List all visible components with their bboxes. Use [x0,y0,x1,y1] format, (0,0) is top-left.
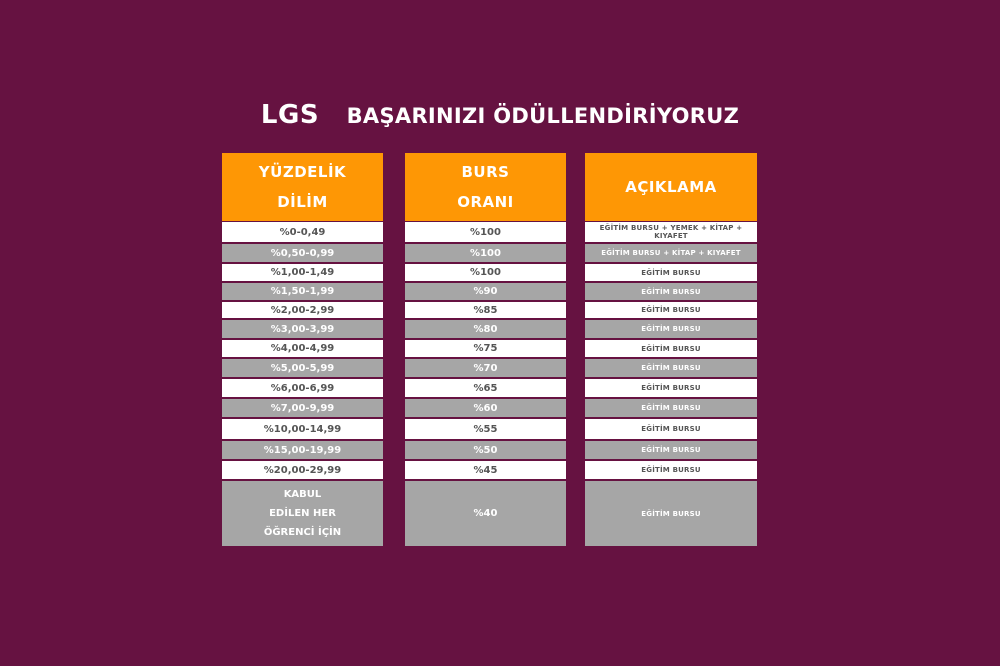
percentile-header [222,153,383,221]
description-cell: EĞİTİM BURSU [585,419,757,441]
description-cell: EĞİTİM BURSU [585,461,757,481]
page-title [0,100,1000,130]
title-lgs: LGS [260,100,320,130]
rate-cell: %100 [405,222,566,244]
percentile-cell: %0-0,49 [222,222,383,244]
description-cell: EĞİTİM BURSU [585,399,757,419]
percentile-cell: %1,50-1,99 [222,283,383,302]
rate-cell: %55 [405,419,566,441]
rate-cell: %50 [405,441,566,461]
rate-cell: %60 [405,399,566,419]
percentile-cell: %7,00-9,99 [222,399,383,419]
description-column [585,153,757,546]
percentile-cell: %2,00-2,99 [222,302,383,320]
percentile-cell: %4,00-4,99 [222,340,383,359]
percentile-cell: %6,00-6,99 [222,379,383,399]
percentile-cell: %15,00-19,99 [222,441,383,461]
rate-cell: %80 [405,320,566,340]
scholarship-header-line: BURS [461,163,510,181]
scholarship-column [405,153,566,546]
percentile-cell: %20,00-29,99 [222,461,383,481]
description-cell: EĞİTİM BURSU + KİTAP + KIYAFET [585,244,757,264]
rate-cell: %65 [405,379,566,399]
percentile-cell-line: ÖĞRENCİ İÇİN [263,527,342,538]
title-subtitle: BAŞARINIZI ÖDÜLLENDİRİYORUZ [346,104,740,128]
scholarship-header-line: ORANI [457,193,514,211]
percentile-cell-all [222,481,383,546]
percentile-column [222,153,383,546]
description-cell: EĞİTİM BURSU [585,441,757,461]
description-cell: EĞİTİM BURSU + YEMEK + KİTAP + KIYAFET [585,222,757,244]
description-cell: EĞİTİM BURSU [585,264,757,283]
description-cell: EĞİTİM BURSU [585,481,757,546]
percentile-header-line: DİLİM [277,193,328,211]
rate-cell: %75 [405,340,566,359]
description-cell: EĞİTİM BURSU [585,340,757,359]
rate-cell: %45 [405,461,566,481]
description-cell: EĞİTİM BURSU [585,359,757,379]
rate-cell: %100 [405,264,566,283]
rate-cell: %85 [405,302,566,320]
rate-cell: %70 [405,359,566,379]
rate-cell: %90 [405,283,566,302]
description-cell: EĞİTİM BURSU [585,302,757,320]
scholarship-header [405,153,566,221]
percentile-cell-line: EDİLEN HER [269,508,336,519]
description-cell: EĞİTİM BURSU [585,283,757,302]
description-header-label: AÇIKLAMA [625,178,717,196]
percentile-cell: %5,00-5,99 [222,359,383,379]
rate-cell: %100 [405,244,566,264]
description-header [585,153,757,221]
rate-cell: %40 [405,481,566,546]
description-cell: EĞİTİM BURSU [585,320,757,340]
description-cell: EĞİTİM BURSU [585,379,757,399]
percentile-cell-line: KABUL [283,489,322,500]
percentile-cell: %0,50-0,99 [222,244,383,264]
percentile-header-line: YÜZDELİK [258,163,347,181]
percentile-cell: %3,00-3,99 [222,320,383,340]
percentile-cell: %10,00-14,99 [222,419,383,441]
percentile-cell: %1,00-1,49 [222,264,383,283]
